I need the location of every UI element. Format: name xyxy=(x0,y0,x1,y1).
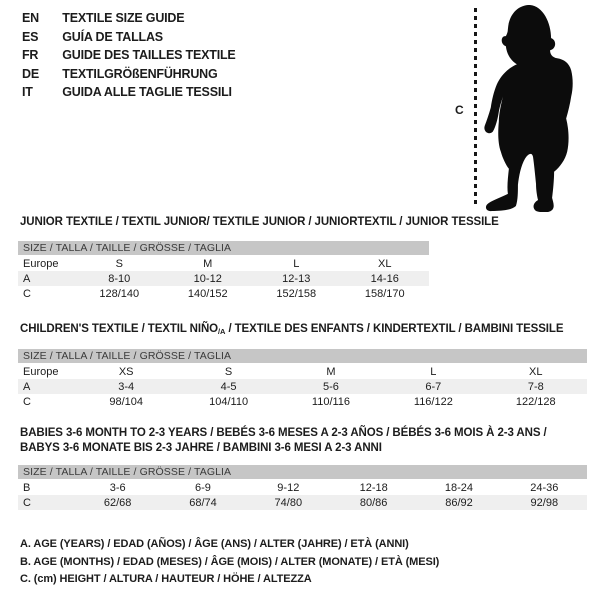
babies-table-title xyxy=(20,426,547,456)
lang-row-es xyxy=(22,28,236,47)
table-cell: 68/74 xyxy=(189,496,217,509)
baby-silhouette-image xyxy=(481,3,583,212)
children-size-table xyxy=(18,364,587,409)
table-cell: A xyxy=(23,272,31,285)
table-cell: L xyxy=(430,365,437,378)
table-cell: 14-16 xyxy=(370,272,399,285)
lang-label: TEXTILGRÖßENFÜHRUNG xyxy=(62,66,218,81)
table-row xyxy=(18,271,429,286)
children-size-header-bar: SIZE / TALLA / TAILLE / GRÖSSE / TAGLIA xyxy=(18,349,587,363)
lang-label: GUÍA DE TALLAS xyxy=(62,29,163,44)
table-cell: 110/116 xyxy=(311,395,351,408)
height-measure-label: C xyxy=(455,103,464,117)
table-row xyxy=(18,364,587,379)
table-row xyxy=(18,256,429,271)
lang-code: EN xyxy=(22,11,39,25)
table-cell: Europe xyxy=(23,257,59,270)
babies-size-header-bar: SIZE / TALLA / TAILLE / GRÖSSE / TAGLIA xyxy=(18,465,587,479)
table-cell: 122/128 xyxy=(515,395,556,408)
lang-code: ES xyxy=(22,29,39,44)
table-cell: 3-6 xyxy=(109,481,126,494)
lang-code: FR xyxy=(22,48,39,62)
table-cell: 92/98 xyxy=(530,496,559,509)
lang-label: GUIDA ALLE TAGLIE TESSILI xyxy=(62,85,232,99)
table-cell: M xyxy=(203,257,213,270)
measure-legend xyxy=(20,536,439,589)
table-cell: 98/104 xyxy=(109,395,144,408)
table-cell: 140/152 xyxy=(187,287,228,300)
lang-row-de xyxy=(22,65,236,84)
table-cell: A xyxy=(23,380,31,393)
table-cell: 6-9 xyxy=(195,481,211,494)
table-cell: 152/158 xyxy=(276,287,317,300)
lang-row-fr xyxy=(22,46,236,65)
legend-line-a: A. AGE (YEARS) / EDAD (AÑOS) / ÂGE (ANS) / ALTER (JAHRE) / ETÀ (ANNI) xyxy=(20,538,409,550)
table-cell: C xyxy=(23,395,31,408)
legend-line-c: C. (cm) HEIGHT / ALTURA / HAUTEUR / HÖHE / ALTEZZA xyxy=(20,573,312,585)
table-cell: XS xyxy=(118,365,134,378)
table-cell: 128/140 xyxy=(99,287,140,300)
children-table-title xyxy=(20,322,563,339)
babies-title-line2: BABYS 3-6 MONATE BIS 2-3 JAHRE / BAMBINI 3-6 MESI A 2-3 ANNI xyxy=(20,442,382,454)
table-cell: 62/68 xyxy=(103,496,132,509)
table-cell: Europe xyxy=(23,365,59,378)
table-cell: S xyxy=(224,365,233,378)
lang-row-it xyxy=(22,83,236,102)
table-cell: 116/122 xyxy=(413,395,453,408)
table-cell: C xyxy=(23,287,31,300)
table-cell: XL xyxy=(529,365,543,378)
lang-label: GUIDE DES TAILLES TEXTILE xyxy=(62,48,236,62)
table-cell: 8-10 xyxy=(108,272,131,285)
babies-title-line1: BABIES 3-6 MONTH TO 2-3 YEARS / BEBÉS 3-6 MESES A 2-3 AÑOS / BÉBÉS 3-6 MOIS À 2-3 ANS / xyxy=(20,427,547,439)
height-measure-dashed-line xyxy=(474,8,477,206)
table-cell: 158/170 xyxy=(364,287,405,300)
lang-code: IT xyxy=(22,85,33,99)
table-cell: M xyxy=(326,365,336,378)
table-cell: 7-8 xyxy=(527,380,544,393)
table-cell: 12-13 xyxy=(282,272,311,285)
children-title-part2: / TEXTILE DES ENFANTS / KINDERTEXTIL / BAMBINI TESSILE xyxy=(225,323,564,335)
table-cell: 104/110 xyxy=(209,395,249,408)
table-cell: 18-24 xyxy=(444,481,474,494)
junior-size-table xyxy=(18,256,429,301)
table-cell: XL xyxy=(378,257,392,270)
table-row xyxy=(18,480,587,495)
lang-row-en xyxy=(22,9,236,28)
junior-size-header-bar: SIZE / TALLA / TAILLE / GRÖSSE / TAGLIA xyxy=(18,241,429,255)
table-cell: 4-5 xyxy=(220,380,237,393)
table-cell: 10-12 xyxy=(193,272,222,285)
table-row xyxy=(18,495,587,510)
table-cell: 74/80 xyxy=(274,496,303,509)
table-row xyxy=(18,394,587,409)
table-cell: 5-6 xyxy=(323,380,339,393)
table-cell: 12-18 xyxy=(359,481,388,494)
table-cell: S xyxy=(115,257,123,270)
table-cell: 9-12 xyxy=(277,481,300,494)
table-row xyxy=(18,379,587,394)
table-cell: 86/92 xyxy=(445,496,473,509)
children-title-subscript: /A xyxy=(218,327,226,336)
table-cell: 24-36 xyxy=(530,481,559,494)
legend-line-b: B. AGE (MONTHS) / EDAD (MESES) / ÂGE (MOIS) / ALTER (MONATE) / ETÀ (MESI) xyxy=(20,555,440,568)
table-cell: 3-4 xyxy=(118,380,135,393)
junior-table-title: JUNIOR TEXTILE / TEXTIL JUNIOR/ TEXTILE JUNIOR / JUNIORTEXTIL / JUNIOR TESSILE xyxy=(20,216,499,228)
table-cell: 6-7 xyxy=(425,380,442,393)
language-list xyxy=(22,9,236,102)
table-cell: B xyxy=(23,481,31,494)
lang-label: TEXTILE SIZE GUIDE xyxy=(62,11,185,25)
table-row xyxy=(18,286,429,301)
table-cell: 80/86 xyxy=(359,496,388,509)
table-cell: L xyxy=(293,257,300,270)
table-cell: C xyxy=(23,496,31,509)
babies-size-table xyxy=(18,480,587,510)
lang-code: DE xyxy=(22,66,39,81)
children-title-part1: CHILDREN'S TEXTILE / TEXTIL NIÑO xyxy=(20,323,219,335)
